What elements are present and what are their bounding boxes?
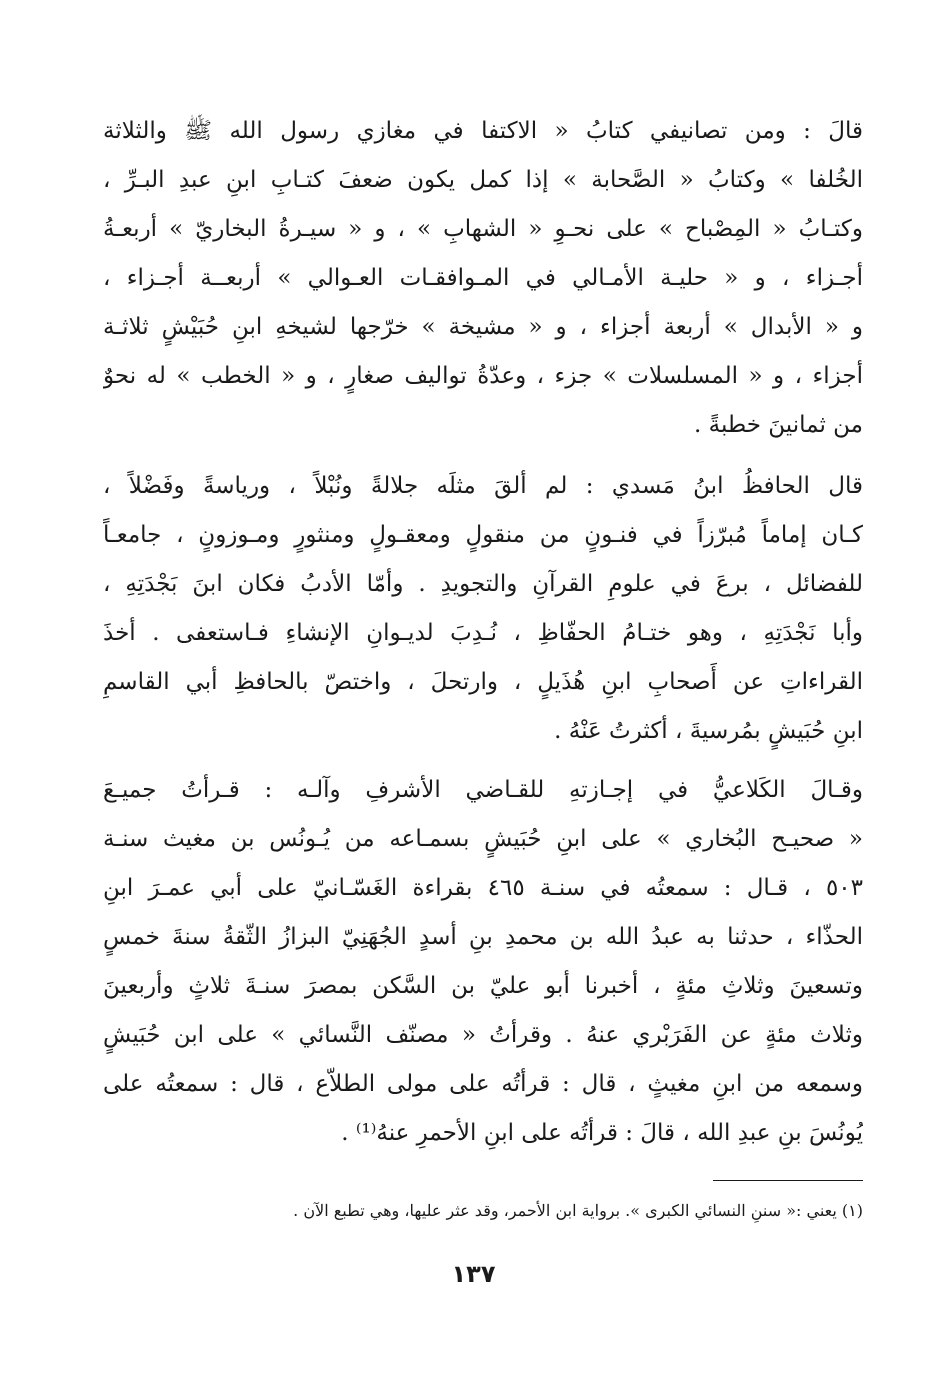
paragraph-1: [103, 107, 863, 450]
text-line: يُونُسَ بنِ عبدِ الله ، قالَ : قرأتُه على ابنِ الأحمرِ عنهُ⁽¹⁾ .: [341, 1120, 863, 1146]
text-line: القراءاتِ عن أَصحابِ ابنِ هُذَيلٍ ، وارتحلَ ، واختصّ بالحافظِ أبي القاسمِ: [103, 669, 863, 695]
text-line: أجزاء ، و « المسلسلات » جزء ، وعدّةُ تواليف صغارٍ ، و « الخطب » له نحوٌ: [103, 363, 863, 389]
text-line: ٥٠٣ ، قـال : سمعتُه في سنـة ٤٦٥ بقراءة الغَسّـانيّ على أبي عمـرَ ابنِ: [103, 875, 863, 901]
text-line: وتسعينَ وثلاثِ مئةٍ ، أخبرنا أبو عليّ بن السَّكن بمصرَ سنـةَ ثلاثٍ وأربعينَ: [103, 973, 863, 999]
footnote: (١) يعني :« سننِ النسائي الكبرى ». برواية ابن الأحمر، وقد عثر عليها، وهي تطبع الآن .: [293, 1201, 863, 1220]
page-number: ١٣٧: [451, 1260, 496, 1288]
paragraph-3: [103, 766, 863, 1158]
text-line: كـان إماماً مُبرّزاً في فنـونٍ من منقولٍ ومعقـولٍ ومنثورٍ ومـوزونٍ ، جامعـاً: [103, 522, 863, 548]
text-line: و « الأبدال » أربعة أجزاء ، و « مشيخة » خرّجها لشيخهِ ابنِ حُبَيْشٍ ثلاثـة: [103, 314, 863, 340]
text-line: وأبا نَجْدَتِهِ ، وهو ختـامُ الحفّاظِ ، نُـدِبَ لديـوانِ الإنشاءِ فـاستعفى . أخذَ: [103, 620, 863, 646]
text-line: « صحيـح البُخاري » على ابنِ حُبَيشٍ بسمـاعه من يُـونُس بن مغيث سنـة: [103, 826, 863, 852]
text-line: أجـزاء ، و « حليـة الأمـالي في المـوافقـات العـوالي » أربعــة أجـزاء ،: [103, 265, 863, 291]
paragraph-2: [103, 462, 863, 756]
text-line: وقـالَ الكَلاعيُّ في إجـازتهِ للقـاضي الأشرفِ وآلـه : قـرأتُ جميـعَ: [103, 777, 863, 803]
text-line: وسمعه من ابنِ مغيثٍ ، قال : قرأتُه على مولى الطلاّع ، قال : سمعتُه على: [103, 1071, 863, 1097]
text-line: من ثمانينَ خطبةً .: [694, 412, 863, 438]
text-line: الحذّاء ، حدثنا به عبدُ الله بن محمدِ بنِ أسدٍ الجُهَنِيّ البزازُ الثّقةُ سنةَ خمسٍ: [103, 924, 863, 950]
text-line: وثلاث مئةٍ عن الفَرَبْري عنهُ . وقرأتُ « مصنّف النَّسائي » على ابن حُبَيشٍ: [103, 1022, 863, 1048]
text-line: الخُلفا » وكتابُ « الصَّحابة » إذا كمل يكون ضعفَ كتـابِ ابنِ عبدِ البـرِّ ،: [103, 167, 863, 193]
text-line: قال الحافظُ ابنُ مَسدي : لم ألقَ مثلَه جلالةً ونُبْلاً ، ورياسةً وفَضْلاً ،: [103, 473, 863, 499]
text-line: قالَ : ومن تصانيفي كتابُ « الاكتفا في مغازي رسول الله ﷺ والثلاثة: [103, 118, 863, 144]
text-line: للفضائل ، برعَ في علومِ القرآنِ والتجويدِ . وأمّا الأدبُ فكان ابنَ بَجْدَتِهِ ،: [103, 571, 863, 597]
text-line: ابنِ حُبَيشٍ بمُرسيةَ ، أكثرتُ عَنْهُ .: [554, 718, 863, 744]
text-line: وكتـابُ « المِصْباح » على نحـوِ « الشهابِ » ، و « سيـرةُ البخاريّ » أربعـةُ: [103, 216, 863, 242]
footnote-divider: [713, 1180, 863, 1181]
